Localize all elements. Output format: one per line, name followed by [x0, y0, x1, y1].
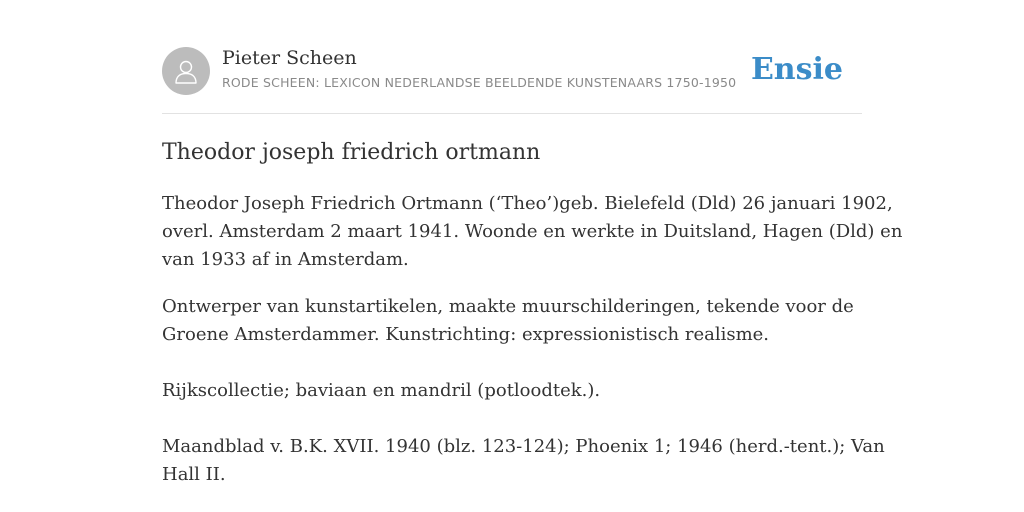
paragraph-line: Hall II. — [162, 464, 226, 485]
paragraph-line: Rijkscollectie; baviaan en mandril (potloodtek.). — [162, 380, 601, 401]
paragraph-gap — [162, 349, 862, 377]
entry-header — [162, 47, 862, 95]
paragraph-line: overl. Amsterdam 2 maart 1941. Woonde en werkte in Duitsland, Hagen (Dld) en — [162, 221, 903, 242]
author-avatar[interactable] — [162, 47, 210, 95]
paragraph-line: van 1933 af in Amsterdam. — [162, 249, 409, 270]
entry-card — [162, 0, 903, 512]
paragraph-line: Ontwerper van kunstartikelen, maakte muurschilderingen, tekende voor de — [162, 296, 854, 317]
header-divider — [162, 113, 862, 114]
site-logo[interactable]: Ensie — [750, 52, 843, 87]
paragraph-line: Theodor Joseph Friedrich Ortmann (‘Theo’)geb. Bielefeld (Dld) 26 januari 1902, — [162, 193, 893, 214]
source-title[interactable]: RODE SCHEEN: LEXICON NEDERLANDSE BEELDENDE KUNSTENAARS 1750-1950 — [222, 75, 737, 90]
paragraph-gap — [162, 274, 862, 293]
paragraph-line: Maandblad v. B.K. XVII. 1940 (blz. 123-124); Phoenix 1; 1946 (herd.-tent.); Van — [162, 436, 885, 457]
paragraph-gap — [162, 405, 862, 433]
article-body — [162, 190, 903, 489]
user-icon — [173, 58, 199, 84]
paragraph-line: Groene Amsterdammer. Kunstrichting: expressionistisch realisme. — [162, 324, 770, 345]
page-title: Theodor joseph friedrich ortmann — [162, 140, 541, 165]
author-name[interactable]: Pieter Scheen — [222, 47, 357, 69]
